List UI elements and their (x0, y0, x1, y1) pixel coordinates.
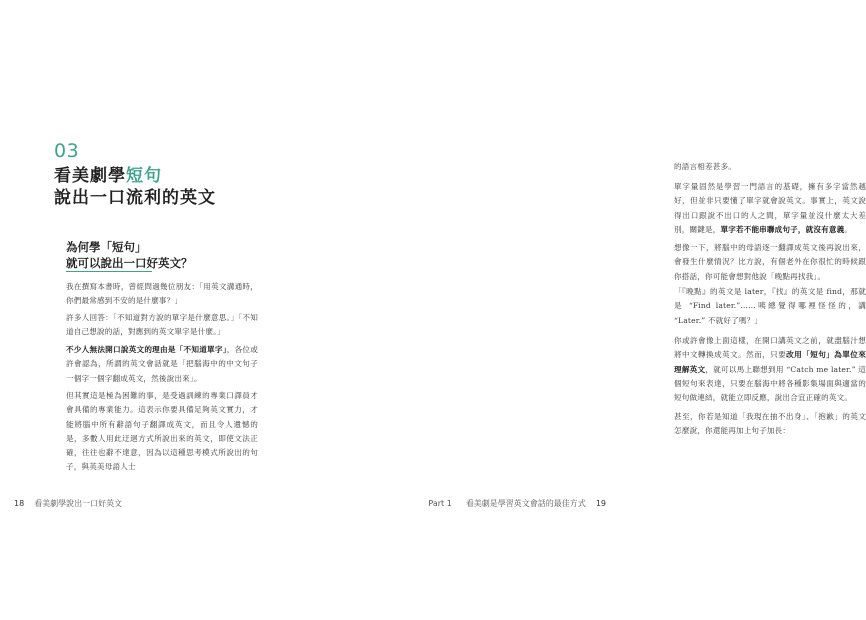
chapter-title-prefix: 看美劇學 (54, 166, 126, 186)
chapter-number: 03 (54, 140, 80, 162)
footer-right (428, 498, 606, 509)
body-paragraph (66, 343, 258, 386)
paragraph-text: ，各位或許會認為，所謂的英文會話就是「把腦海中的中文句子一個字一個字翻成英文，然後說出來」。 (66, 345, 258, 383)
paragraph-text: 但其實這是極為困難的事，是受過訓練的專業口譯員才會具備的專業能力。這表示你要具備足夠英文實力，才能將腦中所有辭語句子翻譯成英文，而且令人遺憾的是，多數人用此迂迴方式所說出來的英文，即使文法正確，往往也辭不達意，因為以這種思考模式所說出的句子，與英美母語人士 (66, 391, 258, 472)
paragraph-text: 的語言相差甚多。 (674, 162, 736, 171)
paragraph-text-tail: ，就可以馬上聯想到用 “Catch me later.” 這個短句來表達，只要在腦海中將各種影集場面與適當的短句做連結，就能立即反應，說出合宜正確的英文。 (674, 364, 866, 403)
paragraph-emphasis: 單字若不能串聯成句子，就沒有意義 (720, 224, 845, 234)
body-paragraph (674, 160, 866, 174)
page-number: 18 (14, 499, 25, 508)
chapter-title-line2: 說出一口流利的英文 (54, 188, 216, 208)
paragraph-emphasis: 不少人無法開口說英文的理由是「不知道單字」 (66, 345, 227, 354)
paragraph-text: 單字量固然是學習一門語言的基礎，擁有多字當然越好，但並非只要懂了單字就會說英文。事實上，英文說得出口跟說不出口的人之間，單字量並沒什麼太大差別，關鍵是， (674, 182, 866, 234)
footer-left (14, 498, 122, 509)
section-heading-underline (66, 271, 152, 272)
part-label: Part 1 (428, 499, 452, 508)
running-title: 看美劇學說出一口好英文 (34, 499, 123, 508)
chapter-title-accent: 短句 (126, 166, 162, 186)
body-paragraph (674, 285, 866, 328)
body-paragraph (674, 241, 866, 284)
paragraph-text: 想像一下，將腦中的母語逐一翻譯成英文後再說出來，會發生什麼情況？比方說，有個老外在你很忙的時候跟你搭話，你可能會想對他說「晚點再找我」。 (674, 243, 866, 281)
paragraph-emphasis: 改用「短句」為單位來理解英文 (674, 350, 866, 374)
paragraph-text: 「『晚點』的英文是 later，『找』的英文是 find，那就是 “Find later.”……咦總覺得哪裡怪怪的，講 “Later.” 不就好了嗎？」 (674, 287, 866, 325)
paragraph-text-tail: 。 (844, 224, 853, 234)
body-paragraph (66, 280, 258, 309)
body-paragraph (674, 334, 866, 405)
body-paragraph (674, 180, 866, 237)
body-paragraph (66, 389, 258, 475)
paragraph-text: 甚至，你若是知道「我現在抽不出身」、「抱歉」的英文怎麼說，你還能再加上句子加長： (674, 412, 866, 436)
section-heading-line1: 為何學「短句」 (66, 240, 147, 254)
paragraph-text: 許多人回答：「不知道對方說的單字是什麼意思。」「不知道自己想說的話，對應到的英文單字是什麼。」 (66, 313, 258, 337)
body-paragraph (66, 311, 258, 340)
section-heading-line2: 就可以說出一口好英文？ (66, 256, 193, 270)
running-title: 看美劇是學習英文會話的最佳方式 (465, 499, 586, 508)
paragraph-text: 我在撰寫本書時，曾經問過幾位朋友：「用英文溝通時，你們最常感到不安的是什麼事？」 (66, 282, 258, 306)
paragraph-text: 你或許會像上面這樣，在開口講英文之前，就盡腦汁想將中文轉換成英文。然而，只要 (674, 336, 866, 360)
right-page (310, 0, 866, 620)
page-number: 19 (595, 499, 606, 508)
left-page (0, 0, 310, 620)
body-paragraph (674, 410, 866, 439)
